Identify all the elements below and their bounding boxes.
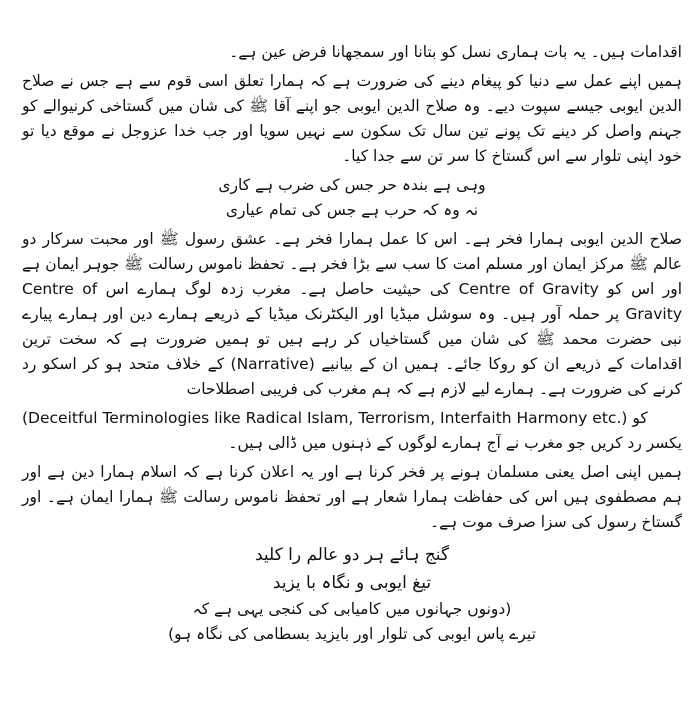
english-terms: (Deceitful Terminologies like Radical Islam, Terrorism, Interfaith Harmony etc.)	[22, 409, 628, 427]
persian-couplet-line-1: گنج ہائے ہر دو عالم را کلید	[254, 545, 450, 565]
paragraph-2-end: یکسر رد کریں جو مغرب نے آج ہمارے لوگوں کے ذہنوں میں ڈالی ہیں۔	[228, 434, 682, 452]
term-centre-of-gravity-2: Centre of Gravity	[22, 280, 682, 323]
term-centre-of-gravity: Centre of Gravity	[458, 280, 599, 298]
translation-line-2: تیرے پاس ایوبی کی تلوار اور بایزید بسطامی کی نگاہ ہو)	[168, 625, 536, 643]
paragraph-2-part-3: پر حملہ آور ہیں۔ وہ سوشل میڈیا اور الیکٹرنک میڈیا کے ذریعے ہمارے دین اور ہمارے پیارے نبی حضرت محمد ﷺ کی شان میں گستاخیاں کر رہے ہیں تو ہمیں ضرورت ہے کہ سخت ترین اقدامات کے ذریعے ان کو روکا جائے۔ ہمیں ان کے بیانیے	[22, 305, 683, 373]
english-terms-line	[22, 406, 682, 431]
paragraph-2	[22, 227, 682, 402]
couplet-1-line-2: نہ وہ کہ حرب ہے جس کی تمام عیاری	[225, 201, 479, 219]
opening-line: اقدامات ہیں۔ یہ بات ہماری نسل کو بتانا اور سمجھانا فرض عین ہے۔	[229, 43, 682, 61]
paragraph-3: ہمیں اپنی اصل یعنی مسلمان ہونے پر فخر کرنا ہے اور یہ اعلان کرنا ہے کہ اسلام ہمارا دین ہے اور ہم مصطفوی ہیں اس کی حفاظت ہمارا شعار ہے اور تحفظ ناموس رسالت ﷺ ہمارا ایمان ہے۔ اور گستاخ رسول کی سزا صرف موت ہے۔	[22, 463, 682, 531]
translation-line-1: (دونوں جہانوں میں کامیابی کی کنجی یہی ہے کہ	[192, 600, 512, 618]
paragraph-2-part-2: کی حیثیت حاصل ہے۔ مغرب زدہ لوگ ہمارے اس	[105, 280, 451, 298]
paragraph-2-part-1: صلاح الدین ایوبی ہمارا فخر ہے۔ اس کا عمل ہمارا فخر ہے۔ عشق رسول ﷺ اور محبت سرکار دو عالم ﷺ مرکز ایمان اور مسلم امت کا سب سے بڑا فخر ہے۔ تحفظ ناموس رسالت ﷺ جوہر ایمان ہے اور اس کو	[22, 230, 683, 298]
persian-couplet	[22, 541, 682, 597]
paragraph-1: ہمیں اپنے عمل سے دنیا کو پیغام دینے کی ضرورت ہے کہ ہمارا تعلق اسی قوم سے ہے جس نے صلاح الدین ایوبی جیسے سپوت دیے۔ وہ صلاح الدین ایوبی جو اپنے آقا ﷺ کی شان میں گستاخی کرنیوالے کو جہنم واصل کر دینے تک پونے تین سال تک سکون سے نہیں سویا اور جب خدا عزوجل نے موقع دیا تو خود اپنی تلوار سے اس گستاخ کا سر تن سے جدا کیا۔	[22, 72, 682, 165]
paragraph-2-part-4: کے خلاف متحد ہو کر اسکو رد کرنے کی ضرورت ہے۔ ہمارے لیے لازم ہے کہ ہم مغرب کی فریبی اصطلاحات	[22, 355, 682, 398]
persian-couplet-line-2: تیغ ایوبی و نگاہ با یزید	[272, 573, 432, 593]
english-terms-suffix: کو	[632, 409, 648, 427]
term-narrative: (Narrative)	[230, 355, 315, 373]
couplet-1-line-1: وہی ہے بندہ حر جس کی ضرب ہے کاری	[218, 176, 486, 194]
translation-block	[22, 597, 682, 647]
couplet-1	[22, 173, 682, 223]
